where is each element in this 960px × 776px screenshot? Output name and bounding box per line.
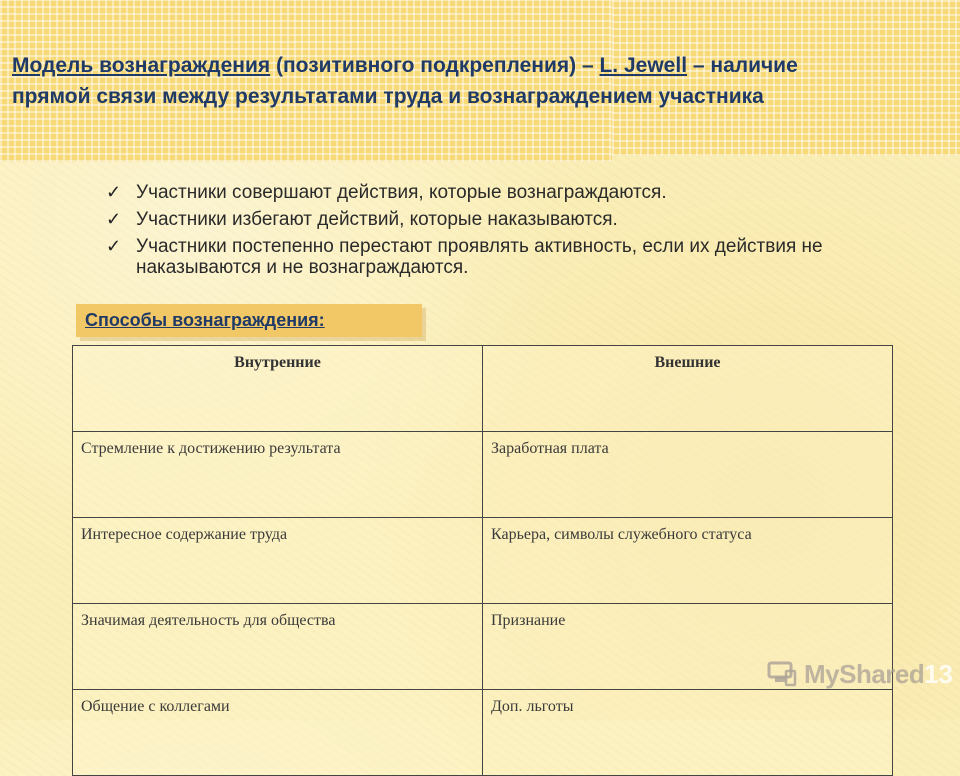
cell-external: Карьера, символы служебного статуса	[483, 518, 893, 604]
cell-internal: Общение с коллегами	[73, 690, 483, 776]
cell-external: Признание	[483, 604, 893, 690]
cell-internal: Значимая деятельность для общества	[73, 604, 483, 690]
header-internal: Внутренние	[73, 346, 483, 432]
bullet-text: Участники избегают действий, которые наказываются.	[136, 209, 618, 230]
check-icon: ✓	[106, 236, 122, 256]
cell-internal: Стремление к достижению результата	[73, 432, 483, 518]
bullet-item-inactive	[106, 236, 906, 278]
title-definition: – наличие прямой связи между результатами труда и вознаграждением участника	[12, 54, 798, 108]
table-row	[73, 432, 893, 518]
rewards-table	[72, 345, 893, 776]
slide-title	[12, 50, 812, 112]
table-row	[73, 518, 893, 604]
check-icon: ✓	[106, 209, 122, 229]
cell-external: Доп. льготы	[483, 690, 893, 776]
watermark	[766, 655, 960, 695]
bullet-text: Участники совершают действия, которые вознаграждаются.	[136, 182, 667, 203]
bullet-text: Участники постепенно перестают проявлять активность, если их действия не наказываются и не вознаграждаются.	[136, 236, 823, 278]
cell-internal: Интересное содержание труда	[73, 518, 483, 604]
mortarboard-icon	[766, 657, 798, 689]
bullet-list	[106, 182, 906, 284]
cell-external: Заработная плата	[483, 432, 893, 518]
title-author: L. Jewell	[599, 54, 688, 77]
table-row	[73, 690, 893, 776]
slide-number: 13	[924, 659, 953, 689]
header-external: Внешние	[483, 346, 893, 432]
watermark-text: MyShared	[804, 659, 925, 689]
title-subtitle: (позитивного подкрепления) –	[270, 54, 600, 77]
bullet-item-rewarded	[106, 182, 906, 203]
ways-label: Способы вознаграждения:	[76, 304, 422, 337]
table-header-row	[73, 346, 893, 432]
title-model-name: Модель вознаграждения	[12, 54, 271, 77]
check-icon: ✓	[106, 182, 122, 202]
bullet-item-punished	[106, 209, 906, 230]
